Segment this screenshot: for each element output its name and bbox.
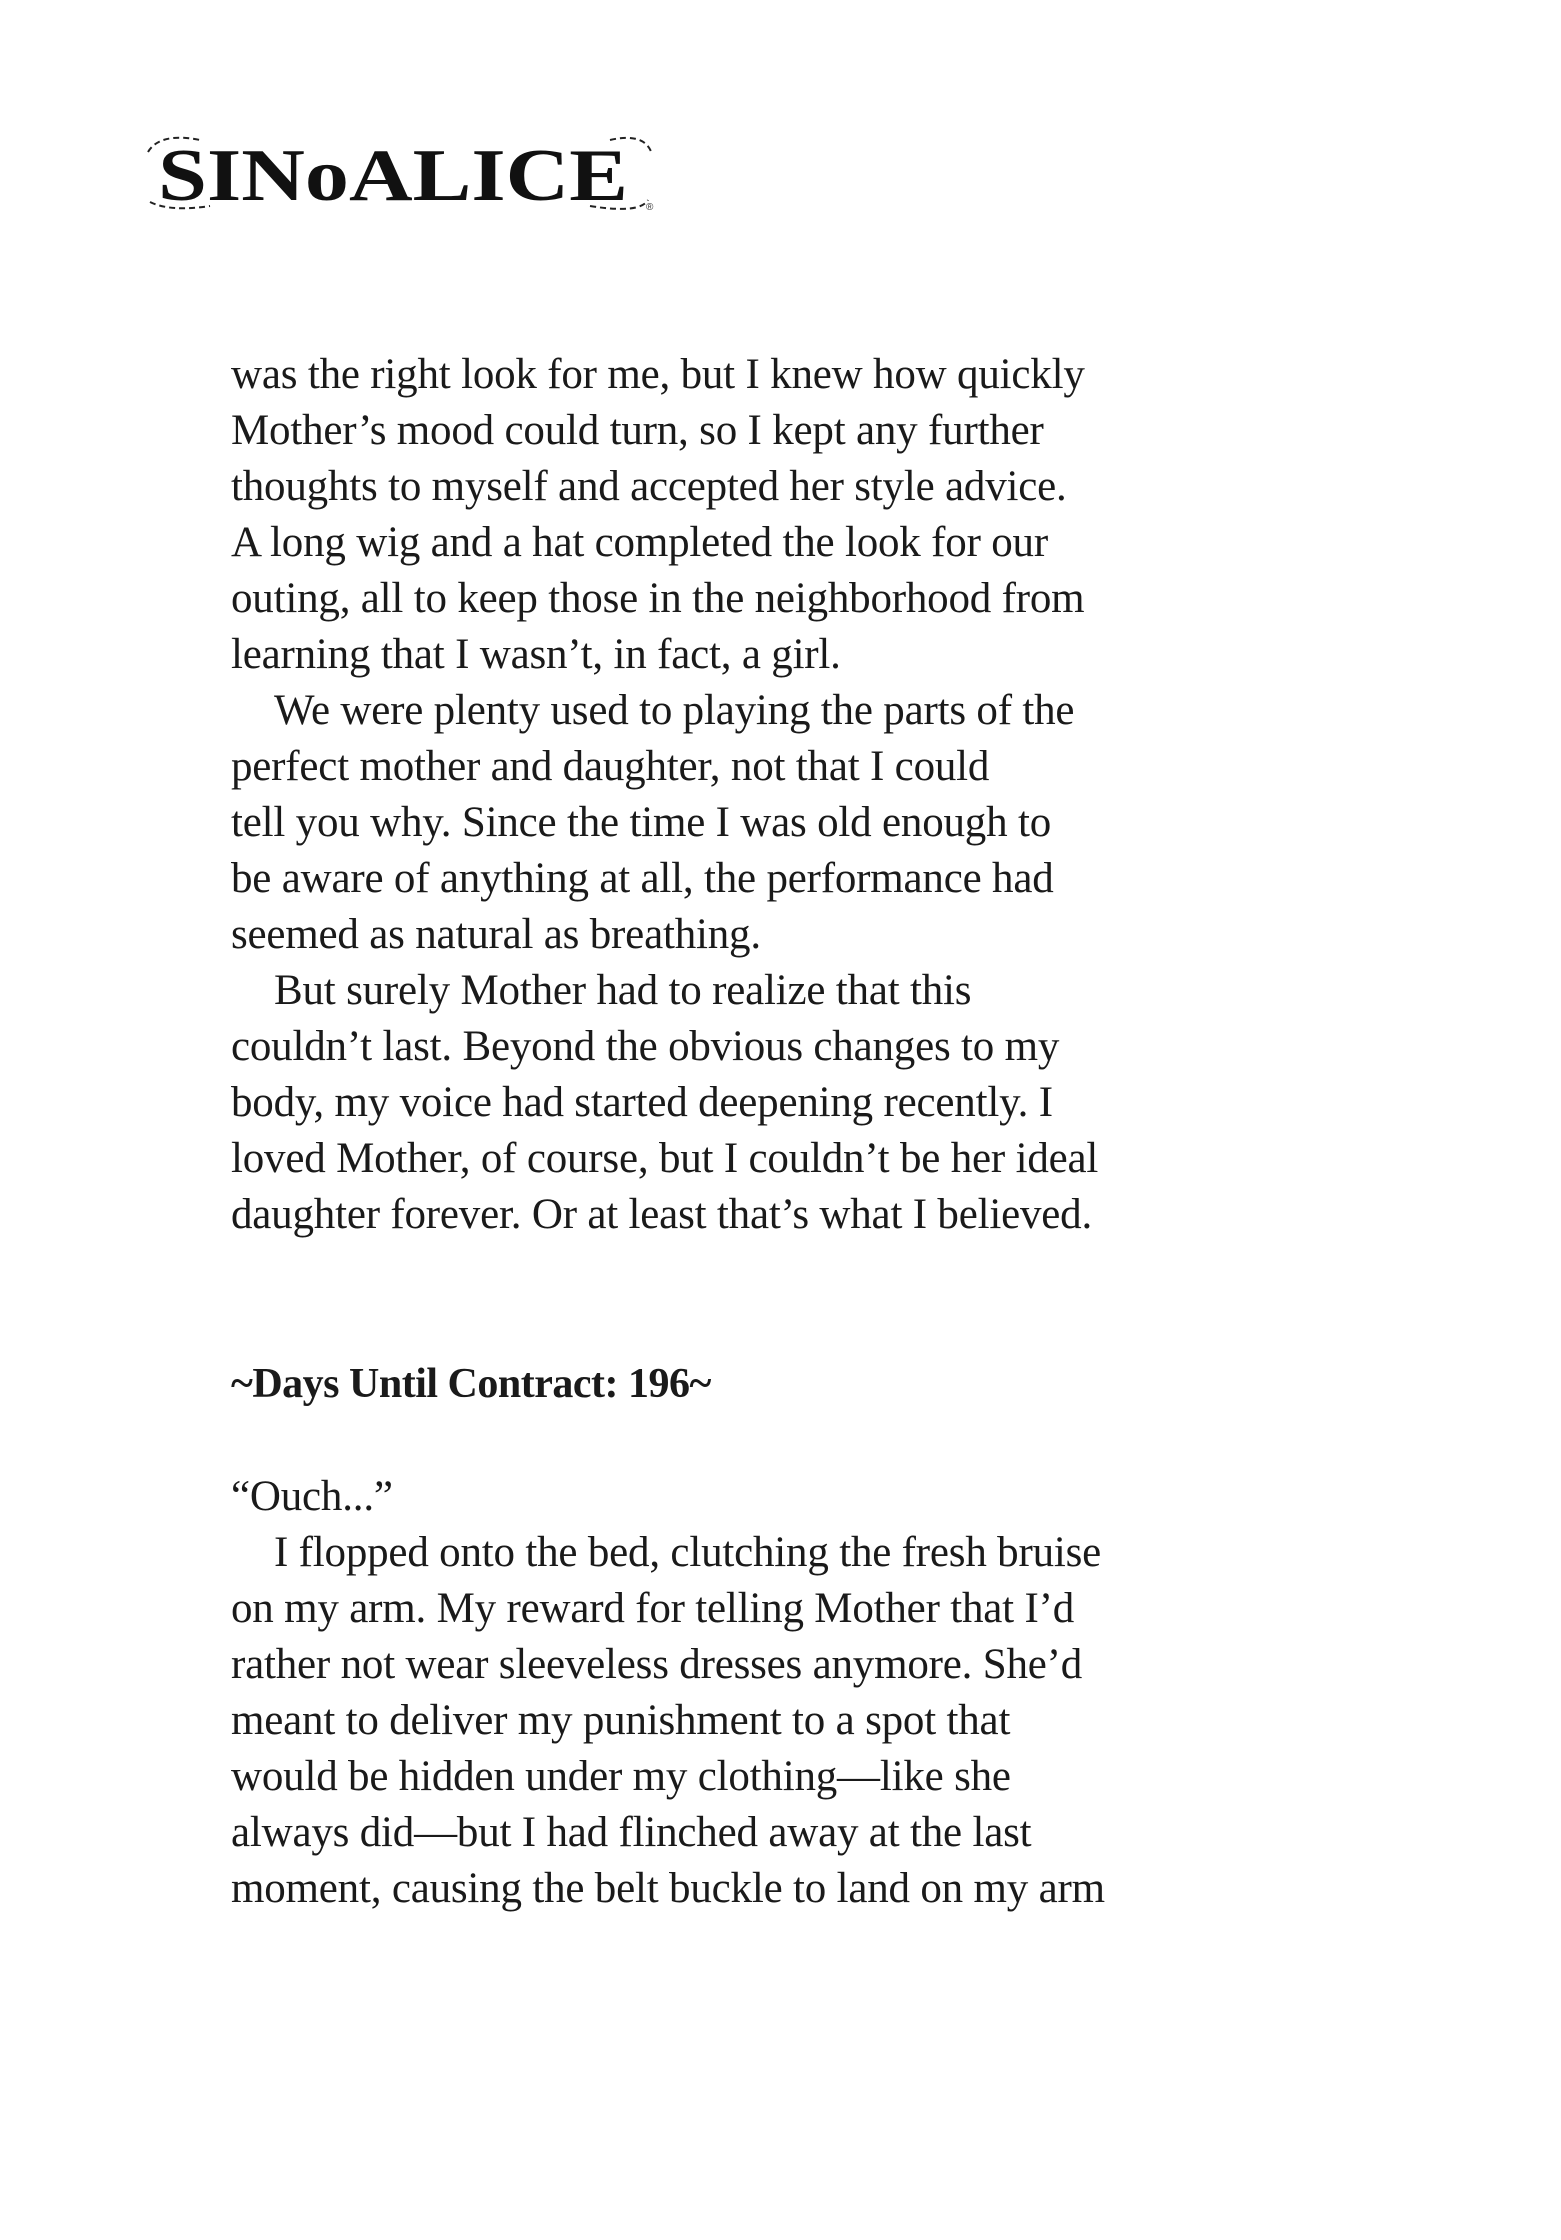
text-line: be aware of anything at all, the performance had bbox=[231, 855, 1054, 902]
text-line: daughter forever. Or at least that’s what I believed. bbox=[231, 1191, 1093, 1238]
text-line: outing, all to keep those in the neighborhood from bbox=[231, 575, 1085, 622]
text-line: learning that I wasn’t, in fact, a girl. bbox=[231, 631, 841, 678]
text-line: rather not wear sleeveless dresses anymore. She’d bbox=[231, 1641, 1083, 1688]
text-line: thoughts to myself and accepted her style advice. bbox=[231, 463, 1067, 510]
text-line: body, my voice had started deepening recently. I bbox=[231, 1079, 1053, 1126]
text-line: perfect mother and daughter, not that I could bbox=[231, 743, 990, 790]
logo-graphic bbox=[140, 122, 660, 218]
text-line: moment, causing the belt buckle to land on my arm bbox=[231, 1865, 1105, 1912]
text-line: on my arm. My reward for telling Mother that I’d bbox=[231, 1585, 1075, 1632]
text-line: “Ouch...” bbox=[231, 1473, 393, 1520]
text-line: We were plenty used to playing the parts of the bbox=[274, 687, 1075, 734]
text-line: would be hidden under my clothing—like she bbox=[231, 1753, 1011, 1800]
text-line: tell you why. Since the time I was old enough to bbox=[231, 799, 1051, 846]
text-line: was the right look for me, but I knew how quickly bbox=[231, 351, 1085, 398]
text-line: always did—but I had flinched away at the last bbox=[231, 1809, 1032, 1856]
sinoalice-logo bbox=[140, 122, 660, 218]
text-line: seemed as natural as breathing. bbox=[231, 911, 761, 958]
text-line: But surely Mother had to realize that this bbox=[274, 967, 972, 1014]
svg-text:®: ® bbox=[646, 202, 654, 213]
text-line: A long wig and a hat completed the look for our bbox=[231, 519, 1048, 566]
text-line: Mother’s mood could turn, so I kept any further bbox=[231, 407, 1044, 454]
text-line: couldn’t last. Beyond the obvious changes to my bbox=[231, 1023, 1060, 1070]
text-line: loved Mother, of course, but I couldn’t be her ideal bbox=[231, 1135, 1099, 1182]
text-line: meant to deliver my punishment to a spot that bbox=[231, 1697, 1011, 1744]
text-line: I flopped onto the bed, clutching the fresh bruise bbox=[274, 1529, 1102, 1576]
passage-2 bbox=[231, 1469, 1331, 1917]
section-heading: ~Days Until Contract: 196~ bbox=[231, 1361, 711, 1407]
svg-text:SINoALICE: SINoALICE bbox=[158, 135, 628, 217]
passage-1 bbox=[231, 347, 1331, 1243]
